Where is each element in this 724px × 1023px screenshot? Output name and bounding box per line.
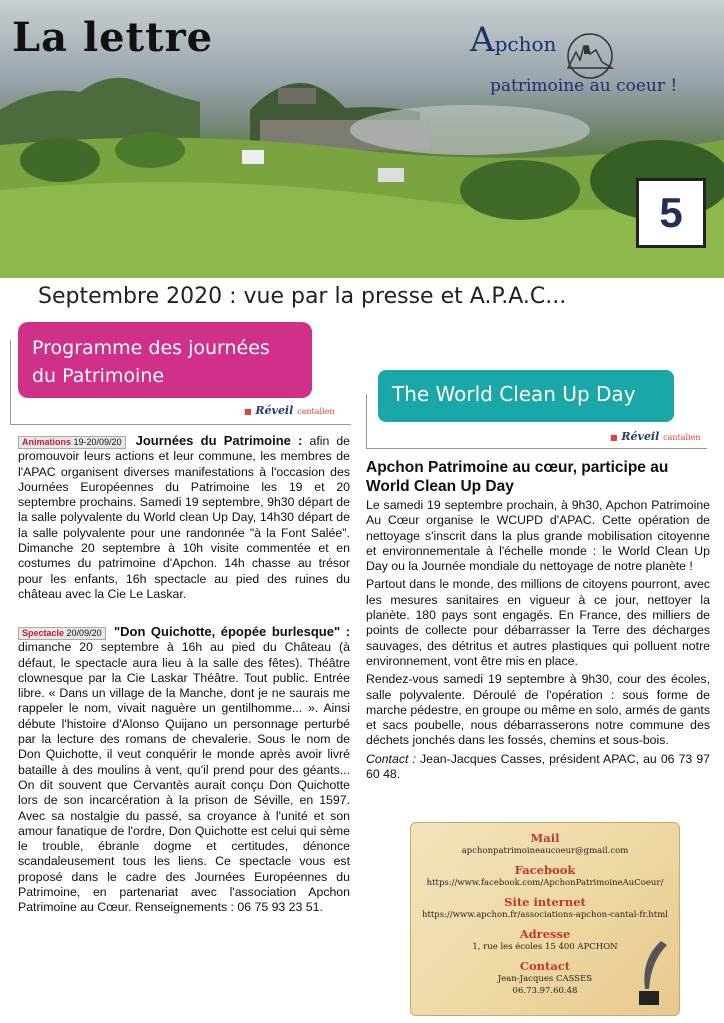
banner-journees-patrimoine: [18, 322, 312, 398]
address-label: Adresse: [519, 927, 571, 941]
contact-line: Contact : Jean-Jacques Casses, président APAC, au 06 73 97 60 48.: [366, 751, 711, 782]
press-logo-right: [610, 430, 701, 443]
press-logo-left: [244, 404, 335, 417]
press-subname: cantalien: [663, 433, 701, 442]
contact-phone: 06.73.97.60.48: [512, 986, 578, 996]
paragraph: Le samedi 19 septembre prochain, à 9h30, Apchon Patrimoine Au Cœur organise le WCUPD d'APAC. Cette opération de nettoyage s'inscrit dans la plus grande mobilisation citoyenne et environnementale à l'échelle monde : le World Clean Up Day ou la Journée mondiale du nettoyage de notre planète !: [366, 498, 710, 574]
press-subname: cantalien: [297, 407, 335, 416]
hero-landscape-photo: [0, 0, 724, 278]
castle-ruins-icon: [554, 32, 626, 80]
newspaper-icon: ■: [244, 407, 252, 416]
article-text: dimanche 20 septembre à 16h au pied du Château (à défaut, le spectacle aura lieu à la salle des fêtes). Théâtre clownesque par la Cie Laskar Théâtre. Tout public. Entrée libre. « Dans un village de la Manche, dont je ne saurais me rappeler le nom, vivait naguère un gentilhomme... ». Ainsi débute l'histoire d'Alonso Quijano un personnage perturbé par la lecture des romans de chevalerie. Sous le nom de Don Quichotte, il veut conquérir le monde après avoir livré bataille à des moulins à vent, qu'il prend pour des géants... On dit souvent que Cervantès aurait conçu Don Quichotte lors de son incarcération à la prison de Séville, en 1597. Avec sa nostalgie du passé, sa croyance à l'unité et son amour fanatique de l'ordre, Don Quichotte est celui qui sème le trouble, ébranle dogme et certitudes, dénonce scandaleusement tous les liens. Ce spectacle vous est proposé dans le cadre des Journées Européennes du Patrimoine, en partenariat avec l'association Apchon Patrimoine au Cœur. Renseignements : 06 75 93 23 51.: [18, 640, 350, 915]
logo-tagline: patrimoine au coeur !: [490, 76, 678, 96]
article-left-1: [18, 433, 350, 602]
article-heading: "Don Quichotte, épopée burlesque" :: [113, 624, 350, 639]
masthead-title: La lettre: [12, 14, 214, 61]
banner-line-2: du Patrimoine: [32, 365, 165, 387]
logo-name: Apchon: [470, 20, 557, 60]
mail-value[interactable]: apchonpatrimoineaucoeur@gmail.com: [461, 846, 629, 856]
newspaper-icon: ■: [610, 433, 618, 442]
article-text: afin de promouvoir leurs actions et leur commune, les membres de l'APAC organisent diverses manifestations à l'occasion des Journées Européennes du Patrimoine les 19 et 20 septembre prochains. Samedi 19 septembre, 9h30 départ de la salle polyvalente du World clean Up Day, 14h30 départ de la salle polyvalente pour une randonnée "à la Font Salée". Dimanche 20 septembre à 10h visite commentée et en costumes du patrimoine d'Apchon. 14h chasse au trésor pour les enfants, 16h spectacle au pied des ruines du château avec la Cie Le Laskar.: [18, 434, 351, 601]
press-name: Réveil: [621, 430, 660, 443]
facebook-label: Facebook: [514, 863, 576, 877]
quill-inkwell-icon: [631, 939, 671, 1009]
site-link[interactable]: https://www.apchon.fr/associations-apchon-cantal-fr.html: [422, 910, 668, 920]
article-heading: Journées du Patrimoine :: [135, 433, 303, 448]
site-label: Site internet: [504, 895, 586, 909]
address-value: 1, rue les écoles 15 400 APCHON: [472, 942, 618, 952]
facebook-link[interactable]: https://www.facebook.com/ApchonPatrimoineAuCoeur/: [426, 878, 664, 888]
section-tag: Spectacle 20/09/20: [18, 627, 106, 640]
paragraph: Partout dans le monde, des millions de citoyens pourront, avec les mesures sanitaires en vigueur à ce jour, nettoyer la planète. 180 pays sont engagés. En France, des milliers de points de collecte pour débarrasser la Terre des décharges sauvages, des détritus et autres plastiques qui polluent notre environnement, vont être mis en place.: [366, 577, 710, 668]
contact-name: Jean-Jacques CASSES: [497, 974, 593, 984]
section-tag: Animations 19-20/09/20: [18, 436, 126, 449]
issue-number: 5: [636, 178, 706, 248]
contact-box: [410, 822, 680, 1016]
article-right: [366, 498, 710, 785]
page-subtitle: Septembre 2020 : vue par la presse et A.P.A.C...: [38, 284, 567, 309]
paragraph: Rendez-vous samedi 19 septembre à 9h30, cour des écoles, salle polyvalente. Déroulé de l'opération : sous forme de marche pédestre, en groupe ou même en solo, armés de gants et sacs poubelle, nous débarrasserons notre commune des déchets jonchés dans les fossés, chemins et sous-bois.: [366, 672, 710, 748]
contact-label: Contact: [519, 959, 571, 973]
press-name: Réveil: [255, 404, 294, 417]
banner-clean-up-day: The World Clean Up Day: [378, 370, 674, 422]
article-title-right: Apchon Patrimoine au cœur, participe au World Clean Up Day: [366, 459, 669, 495]
mail-label: Mail: [530, 831, 560, 845]
banner-line-1: Programme des journées: [32, 337, 270, 359]
article-left-2: [18, 624, 350, 916]
apchon-logo: [462, 14, 702, 104]
